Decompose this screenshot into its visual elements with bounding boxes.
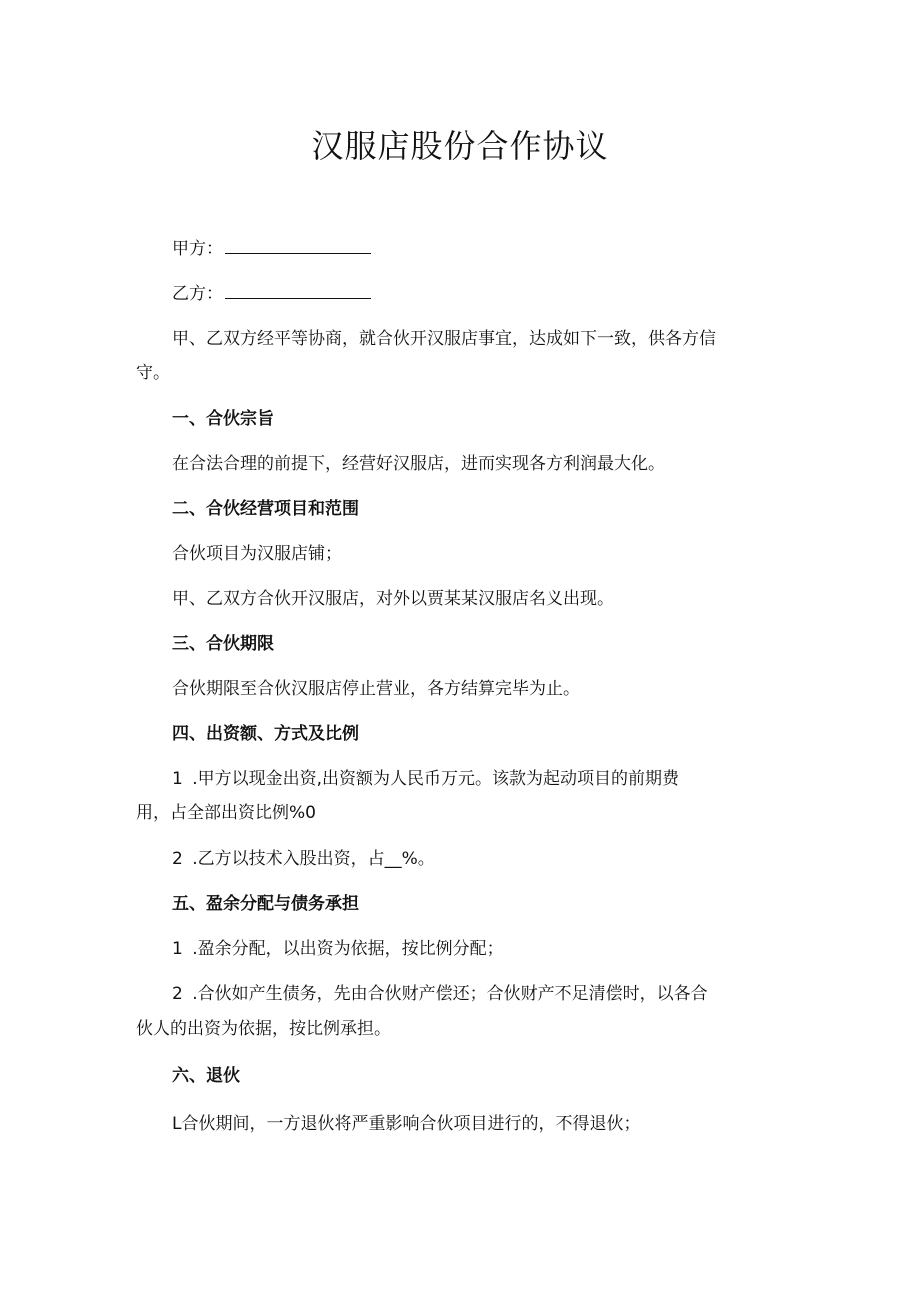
- section-5-item-1-text: .盈余分配，以出资为依据，按比例分配；: [192, 939, 504, 959]
- section-4-item-1-text: .甲方以现金出资,出资额为人民币万元。该款为起动项目的前期费: [192, 769, 680, 789]
- section-4-item-1-number: 1: [172, 769, 187, 789]
- section-5-heading: 五、盈余分配与债务承担: [172, 894, 359, 914]
- section-5-item-2-line2: 伙人的出资为依据，按比例承担。: [136, 1019, 391, 1039]
- section-5-item-1: [172, 932, 504, 966]
- section-4-item-2: [172, 842, 435, 876]
- section-2-heading: 二、合伙经营项目和范围: [172, 499, 359, 519]
- party-a-line: [172, 232, 371, 266]
- section-4-item-1-line2: 用，占全部出资比例%0: [136, 803, 316, 823]
- section-5-item-2-text: .合伙如产生债务，先由合伙财产偿还；合伙财产不足清偿时，以各合: [192, 984, 708, 1004]
- party-b-label: 乙方：: [172, 284, 223, 304]
- section-5-item-2-line1: [172, 977, 708, 1011]
- section-6-heading: 六、退伙: [172, 1066, 240, 1086]
- section-6-item-1: L合伙期间，一方退伙将严重影响合伙项目进行的，不得退伙；: [172, 1114, 641, 1134]
- intro-paragraph-line2: 守。: [136, 363, 170, 383]
- party-b-line: [172, 277, 371, 311]
- section-1-paragraph: 在合法合理的前提下，经营好汉服店，进而实现各方利润最大化。: [172, 454, 665, 474]
- section-3-heading: 三、合伙期限: [172, 634, 274, 654]
- section-4-item-1-line1: [172, 762, 679, 796]
- party-a-label: 甲方：: [172, 239, 223, 259]
- intro-paragraph-line1: 甲、乙双方经平等协商，就合伙开汉服店事宜，达成如下一致，供各方信: [172, 329, 716, 349]
- section-4-item-2-number: 2: [172, 849, 187, 869]
- section-1-heading: 一、合伙宗旨: [172, 409, 274, 429]
- section-4-heading: 四、出资额、方式及比例: [172, 724, 359, 744]
- section-4-item-2-text: .乙方以技术入股出资，占__%。: [192, 849, 435, 869]
- section-5-item-1-number: 1: [172, 939, 187, 959]
- party-b-blank: [225, 278, 371, 299]
- section-5-item-2-number: 2: [172, 984, 187, 1004]
- document-title: 汉服店股份合作协议: [311, 127, 609, 165]
- section-2-paragraph-2: 甲、乙双方合伙开汉服店，对外以贾某某汉服店名义出现。: [172, 589, 614, 609]
- section-2-paragraph-1: 合伙项目为汉服店铺；: [172, 544, 342, 564]
- section-3-paragraph: 合伙期限至合伙汉服店停止营业，各方结算完毕为止。: [172, 679, 580, 699]
- party-a-blank: [225, 233, 371, 254]
